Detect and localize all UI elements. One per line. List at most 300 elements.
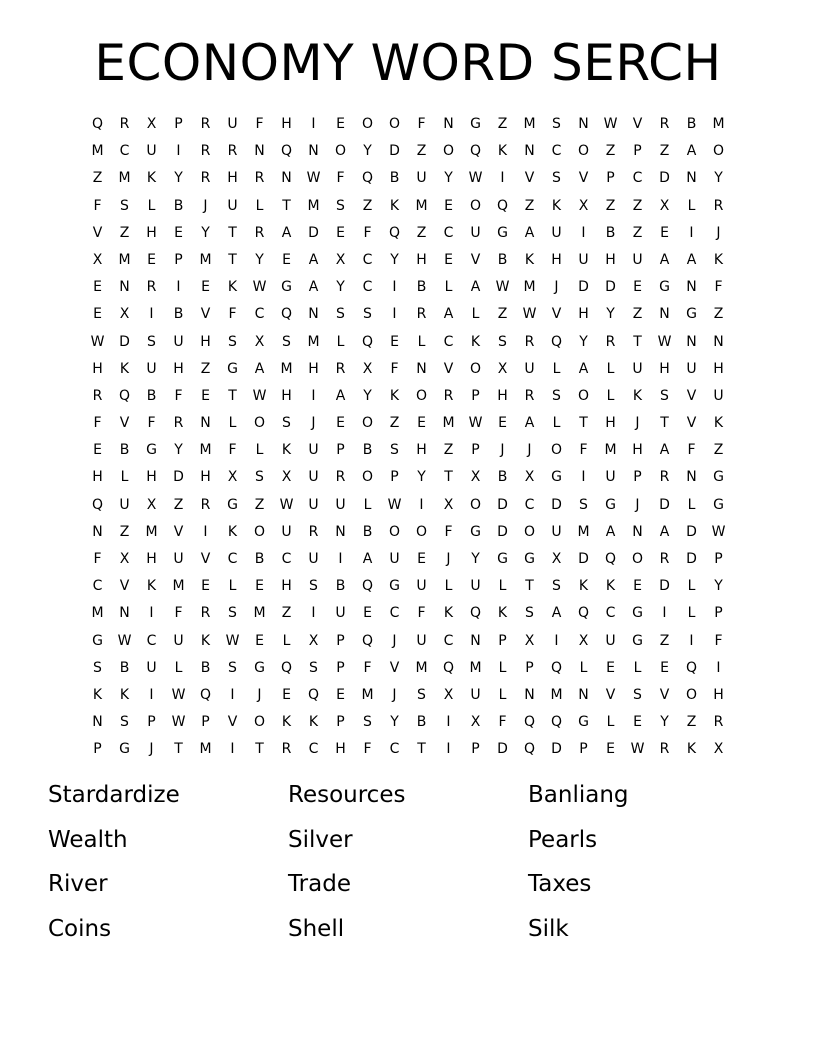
grid-letter[interactable]: W	[522, 306, 537, 323]
grid-letter[interactable]: M	[199, 741, 212, 758]
grid-letter[interactable]: H	[146, 551, 157, 567]
grid-letter[interactable]: G	[281, 279, 292, 296]
grid-letter[interactable]: N	[524, 143, 535, 160]
grid-letter[interactable]: Z	[362, 197, 373, 214]
grid-letter[interactable]: F	[93, 415, 102, 432]
grid-letter[interactable]: K	[713, 415, 724, 432]
grid-letter[interactable]: T	[228, 224, 237, 241]
grid-letter[interactable]: I	[230, 741, 235, 758]
grid-letter[interactable]: A	[551, 605, 562, 622]
grid-letter[interactable]: K	[146, 170, 157, 187]
grid-letter[interactable]: N	[632, 523, 643, 540]
grid-letter[interactable]: F	[174, 605, 183, 622]
grid-letter[interactable]: U	[308, 469, 319, 486]
grid-letter[interactable]: T	[579, 415, 588, 432]
grid-letter[interactable]: L	[498, 659, 507, 676]
grid-letter[interactable]: B	[389, 170, 400, 187]
grid-letter[interactable]: G	[497, 224, 508, 241]
grid-letter[interactable]: D	[308, 224, 319, 241]
grid-letter[interactable]: E	[444, 197, 453, 214]
grid-letter[interactable]: T	[525, 578, 534, 595]
grid-letter[interactable]: E	[390, 333, 399, 350]
grid-letter[interactable]: H	[713, 360, 724, 377]
grid-letter[interactable]: Z	[686, 714, 697, 731]
grid-letter[interactable]: K	[200, 632, 211, 649]
grid-letter[interactable]: P	[525, 659, 534, 676]
grid-letter[interactable]: E	[255, 632, 264, 649]
grid-letter[interactable]: U	[578, 251, 589, 268]
grid-letter[interactable]: I	[176, 143, 181, 160]
grid-letter[interactable]: F	[228, 442, 237, 459]
grid-letter[interactable]: Z	[632, 306, 643, 323]
grid-letter[interactable]: S	[120, 714, 129, 731]
grid-letter[interactable]: R	[713, 714, 724, 731]
grid-letter[interactable]: I	[581, 469, 586, 486]
grid-letter[interactable]: E	[201, 387, 210, 404]
grid-letter[interactable]: X	[497, 360, 508, 377]
grid-letter[interactable]: L	[444, 578, 453, 595]
grid-letter[interactable]: I	[446, 714, 451, 731]
grid-letter[interactable]: R	[416, 306, 427, 323]
grid-letter[interactable]: F	[444, 523, 453, 540]
grid-letter[interactable]: N	[200, 415, 211, 432]
grid-letter[interactable]: S	[525, 605, 534, 622]
grid-letter[interactable]: Y	[444, 170, 453, 187]
grid-letter[interactable]: S	[120, 197, 129, 214]
grid-letter[interactable]: D	[659, 578, 670, 595]
grid-letter[interactable]: M	[415, 659, 428, 676]
grid-letter[interactable]: C	[146, 632, 157, 649]
grid-letter[interactable]: Z	[632, 197, 643, 214]
grid-letter[interactable]: N	[254, 143, 265, 160]
grid-letter[interactable]: X	[92, 251, 103, 268]
grid-letter[interactable]: Q	[442, 659, 455, 676]
grid-letter[interactable]: K	[605, 578, 616, 595]
grid-letter[interactable]: U	[632, 251, 643, 268]
grid-letter[interactable]: C	[362, 279, 373, 296]
grid-letter[interactable]: P	[714, 551, 723, 567]
grid-letter[interactable]: I	[149, 686, 154, 703]
grid-letter[interactable]: U	[281, 523, 292, 540]
grid-letter[interactable]: E	[444, 251, 453, 268]
grid-letter[interactable]: U	[416, 578, 427, 595]
grid-letter[interactable]: S	[552, 387, 561, 404]
grid-letter[interactable]: C	[632, 170, 643, 187]
grid-letter[interactable]: H	[497, 387, 508, 404]
grid-letter[interactable]: C	[362, 251, 373, 268]
grid-letter[interactable]: R	[200, 496, 211, 513]
grid-letter[interactable]: B	[119, 442, 130, 459]
grid-letter[interactable]: Z	[713, 442, 724, 459]
grid-letter[interactable]: I	[392, 306, 397, 323]
grid-letter[interactable]: R	[659, 741, 670, 758]
grid-letter[interactable]: R	[524, 387, 535, 404]
grid-letter[interactable]: X	[119, 551, 130, 567]
grid-letter[interactable]: J	[446, 551, 451, 567]
grid-letter[interactable]: Q	[307, 686, 320, 703]
grid-letter[interactable]: D	[659, 170, 670, 187]
grid-letter[interactable]: P	[147, 714, 156, 731]
grid-letter[interactable]: E	[633, 714, 642, 731]
grid-letter[interactable]: N	[308, 143, 319, 160]
grid-letter[interactable]: J	[311, 415, 316, 432]
grid-letter[interactable]: A	[443, 306, 454, 323]
grid-letter[interactable]: R	[200, 170, 211, 187]
grid-letter[interactable]: K	[551, 197, 562, 214]
grid-letter[interactable]: B	[335, 578, 346, 595]
grid-letter[interactable]: Z	[92, 170, 103, 187]
grid-letter[interactable]: G	[713, 469, 724, 486]
grid-letter[interactable]: N	[281, 170, 292, 187]
grid-letter[interactable]: X	[470, 469, 481, 486]
grid-letter[interactable]: M	[253, 605, 266, 622]
grid-letter[interactable]: A	[659, 442, 670, 459]
grid-letter[interactable]: G	[551, 469, 562, 486]
grid-letter[interactable]: Y	[390, 251, 399, 268]
grid-letter[interactable]: H	[416, 251, 427, 268]
grid-letter[interactable]: H	[200, 469, 211, 486]
grid-letter[interactable]: P	[336, 714, 345, 731]
grid-letter[interactable]: I	[311, 116, 316, 132]
grid-letter[interactable]: W	[387, 496, 402, 513]
grid-letter[interactable]: Z	[389, 415, 400, 432]
grid-letter[interactable]: N	[443, 116, 454, 132]
grid-letter[interactable]: V	[119, 578, 130, 595]
grid-letter[interactable]: R	[335, 360, 346, 377]
grid-letter[interactable]: N	[686, 279, 697, 296]
grid-letter[interactable]: C	[605, 605, 616, 622]
grid-letter[interactable]: V	[200, 306, 211, 323]
grid-letter[interactable]: N	[659, 306, 670, 323]
grid-letter[interactable]: K	[92, 686, 103, 703]
grid-letter[interactable]: R	[146, 279, 157, 296]
grid-letter[interactable]: B	[173, 197, 184, 214]
grid-letter[interactable]: E	[93, 306, 102, 323]
grid-letter[interactable]: A	[686, 251, 697, 268]
grid-letter[interactable]: A	[524, 224, 535, 241]
grid-letter[interactable]: O	[469, 360, 482, 377]
grid-letter[interactable]: F	[228, 306, 237, 323]
grid-letter[interactable]: R	[335, 469, 346, 486]
grid-letter[interactable]: U	[524, 360, 535, 377]
grid-letter[interactable]: N	[578, 686, 589, 703]
grid-letter[interactable]: B	[119, 659, 130, 676]
grid-letter[interactable]: S	[579, 496, 588, 513]
grid-letter[interactable]: M	[172, 578, 185, 595]
grid-letter[interactable]: Q	[280, 306, 293, 323]
grid-letter[interactable]: X	[524, 632, 535, 649]
grid-letter[interactable]: V	[686, 415, 697, 432]
grid-letter[interactable]: D	[686, 551, 697, 567]
grid-letter[interactable]: F	[498, 714, 507, 731]
grid-letter[interactable]: H	[632, 442, 643, 459]
grid-letter[interactable]: E	[93, 442, 102, 459]
grid-letter[interactable]: O	[415, 523, 428, 540]
grid-letter[interactable]: C	[524, 496, 535, 513]
grid-letter[interactable]: O	[685, 686, 698, 703]
grid-letter[interactable]: Z	[416, 224, 427, 241]
grid-letter[interactable]: L	[471, 306, 480, 323]
grid-letter[interactable]: R	[227, 143, 238, 160]
grid-letter[interactable]: L	[255, 442, 264, 459]
grid-letter[interactable]: X	[146, 496, 157, 513]
grid-letter[interactable]: P	[579, 741, 588, 758]
grid-letter[interactable]: P	[336, 632, 345, 649]
grid-letter[interactable]: B	[605, 224, 616, 241]
grid-letter[interactable]: Q	[496, 197, 509, 214]
grid-letter[interactable]: O	[442, 143, 455, 160]
grid-letter[interactable]: Q	[361, 333, 374, 350]
grid-letter[interactable]: F	[363, 224, 372, 241]
grid-letter[interactable]: Y	[660, 714, 669, 731]
grid-letter[interactable]: Y	[417, 469, 426, 486]
grid-letter[interactable]: B	[686, 116, 697, 132]
grid-letter[interactable]: E	[633, 578, 642, 595]
grid-letter[interactable]: V	[443, 360, 454, 377]
grid-letter[interactable]: U	[470, 578, 481, 595]
grid-letter[interactable]: M	[442, 415, 455, 432]
grid-letter[interactable]: V	[200, 551, 211, 567]
grid-letter[interactable]: E	[147, 251, 156, 268]
grid-letter[interactable]: K	[470, 333, 481, 350]
grid-letter[interactable]: Y	[363, 143, 372, 160]
grid-letter[interactable]: Q	[604, 551, 617, 567]
grid-letter[interactable]: G	[632, 605, 643, 622]
grid-letter[interactable]: O	[631, 551, 644, 567]
grid-letter[interactable]: G	[119, 741, 130, 758]
grid-letter[interactable]: E	[255, 578, 264, 595]
grid-letter[interactable]: Q	[199, 686, 212, 703]
grid-letter[interactable]: Z	[605, 197, 616, 214]
grid-letter[interactable]: B	[200, 659, 211, 676]
grid-letter[interactable]: A	[362, 551, 373, 567]
grid-letter[interactable]: M	[604, 442, 617, 459]
grid-letter[interactable]: Z	[119, 224, 130, 241]
grid-letter[interactable]: M	[307, 197, 320, 214]
grid-letter[interactable]: U	[146, 360, 157, 377]
grid-letter[interactable]: D	[119, 333, 130, 350]
grid-letter[interactable]: V	[686, 387, 697, 404]
grid-letter[interactable]: O	[361, 116, 374, 132]
grid-letter[interactable]: H	[335, 741, 346, 758]
grid-letter[interactable]: Y	[201, 224, 210, 241]
grid-letter[interactable]: U	[389, 551, 400, 567]
grid-letter[interactable]: G	[605, 496, 616, 513]
grid-letter[interactable]: G	[254, 659, 265, 676]
grid-letter[interactable]: K	[308, 714, 319, 731]
grid-letter[interactable]: R	[659, 551, 670, 567]
grid-letter[interactable]: E	[336, 686, 345, 703]
grid-letter[interactable]: C	[119, 143, 130, 160]
grid-letter[interactable]: V	[605, 686, 616, 703]
grid-letter[interactable]: M	[523, 279, 536, 296]
grid-letter[interactable]: O	[334, 143, 347, 160]
grid-letter[interactable]: U	[335, 605, 346, 622]
grid-letter[interactable]: B	[254, 551, 265, 567]
grid-letter[interactable]: M	[550, 686, 563, 703]
grid-letter[interactable]: G	[146, 442, 157, 459]
grid-letter[interactable]: Y	[606, 306, 615, 323]
grid-letter[interactable]: E	[417, 551, 426, 567]
grid-letter[interactable]: D	[686, 523, 697, 540]
grid-letter[interactable]: S	[228, 333, 237, 350]
grid-letter[interactable]: N	[686, 333, 697, 350]
grid-letter[interactable]: V	[578, 170, 589, 187]
grid-letter[interactable]: Y	[714, 578, 723, 595]
grid-letter[interactable]: E	[201, 279, 210, 296]
grid-letter[interactable]: B	[497, 469, 508, 486]
grid-letter[interactable]: Z	[416, 143, 427, 160]
grid-letter[interactable]: I	[446, 741, 451, 758]
grid-letter[interactable]: L	[363, 496, 372, 513]
grid-letter[interactable]: R	[173, 415, 184, 432]
grid-letter[interactable]: L	[498, 578, 507, 595]
grid-letter[interactable]: M	[91, 143, 104, 160]
grid-letter[interactable]: V	[524, 170, 535, 187]
grid-letter[interactable]: L	[687, 496, 696, 513]
grid-letter[interactable]: C	[227, 551, 238, 567]
grid-letter[interactable]: Q	[280, 143, 293, 160]
grid-letter[interactable]: A	[524, 415, 535, 432]
grid-letter[interactable]: P	[606, 170, 615, 187]
grid-letter[interactable]: V	[470, 251, 481, 268]
grid-letter[interactable]: X	[308, 632, 319, 649]
grid-letter[interactable]: P	[471, 387, 480, 404]
grid-letter[interactable]: R	[254, 224, 265, 241]
grid-letter[interactable]: O	[577, 143, 590, 160]
grid-letter[interactable]: L	[417, 333, 426, 350]
grid-letter[interactable]: H	[173, 360, 184, 377]
grid-letter[interactable]: I	[230, 686, 235, 703]
grid-letter[interactable]: T	[633, 333, 642, 350]
grid-letter[interactable]: R	[713, 197, 724, 214]
grid-letter[interactable]: M	[307, 333, 320, 350]
grid-letter[interactable]: H	[146, 469, 157, 486]
grid-letter[interactable]: H	[281, 116, 292, 132]
grid-letter[interactable]: W	[252, 387, 267, 404]
grid-letter[interactable]: V	[659, 686, 670, 703]
grid-letter[interactable]: Q	[118, 387, 131, 404]
grid-letter[interactable]: F	[579, 442, 588, 459]
grid-letter[interactable]: Q	[91, 116, 104, 132]
grid-letter[interactable]: K	[227, 523, 238, 540]
grid-letter[interactable]: I	[149, 605, 154, 622]
grid-letter[interactable]: Z	[497, 306, 508, 323]
grid-letter[interactable]: X	[227, 469, 238, 486]
grid-letter[interactable]: M	[415, 197, 428, 214]
grid-letter[interactable]: T	[417, 741, 426, 758]
grid-letter[interactable]: K	[632, 387, 643, 404]
grid-letter[interactable]: R	[308, 523, 319, 540]
grid-letter[interactable]: S	[363, 714, 372, 731]
grid-letter[interactable]: E	[606, 659, 615, 676]
grid-letter[interactable]: E	[363, 605, 372, 622]
grid-letter[interactable]: L	[174, 659, 183, 676]
grid-letter[interactable]: V	[119, 415, 130, 432]
grid-letter[interactable]: H	[578, 306, 589, 323]
grid-letter[interactable]: Y	[714, 170, 723, 187]
grid-letter[interactable]: G	[389, 578, 400, 595]
grid-letter[interactable]: F	[255, 116, 264, 132]
grid-letter[interactable]: J	[149, 741, 154, 758]
grid-letter[interactable]: S	[255, 469, 264, 486]
grid-letter[interactable]: U	[146, 143, 157, 160]
grid-letter[interactable]: G	[227, 360, 238, 377]
grid-letter[interactable]: Z	[497, 116, 508, 132]
grid-letter[interactable]: P	[633, 143, 642, 160]
grid-letter[interactable]: I	[311, 605, 316, 622]
grid-letter[interactable]: B	[416, 714, 427, 731]
grid-letter[interactable]: F	[363, 659, 372, 676]
grid-letter[interactable]: I	[689, 224, 694, 241]
grid-letter[interactable]: D	[497, 496, 508, 513]
grid-letter[interactable]: Q	[388, 224, 401, 241]
grid-letter[interactable]: C	[389, 605, 400, 622]
grid-letter[interactable]: K	[281, 714, 292, 731]
grid-letter[interactable]: W	[630, 741, 645, 758]
grid-letter[interactable]: O	[253, 523, 266, 540]
grid-letter[interactable]: S	[417, 686, 426, 703]
grid-letter[interactable]: J	[500, 442, 505, 459]
grid-letter[interactable]: N	[578, 116, 589, 132]
grid-letter[interactable]: N	[416, 360, 427, 377]
grid-letter[interactable]: E	[336, 224, 345, 241]
grid-letter[interactable]: S	[309, 659, 318, 676]
grid-letter[interactable]: F	[714, 279, 723, 296]
grid-letter[interactable]: I	[338, 551, 343, 567]
grid-letter[interactable]: S	[390, 442, 399, 459]
grid-letter[interactable]: A	[659, 523, 670, 540]
grid-letter[interactable]: A	[335, 387, 346, 404]
grid-letter[interactable]: Y	[579, 333, 588, 350]
grid-letter[interactable]: C	[443, 224, 454, 241]
grid-letter[interactable]: E	[282, 251, 291, 268]
grid-letter[interactable]: S	[336, 197, 345, 214]
grid-letter[interactable]: U	[470, 224, 481, 241]
grid-letter[interactable]: A	[686, 143, 697, 160]
grid-letter[interactable]: P	[633, 469, 642, 486]
grid-letter[interactable]: C	[443, 632, 454, 649]
grid-letter[interactable]: L	[606, 360, 615, 377]
grid-letter[interactable]: E	[93, 279, 102, 296]
grid-letter[interactable]: O	[361, 415, 374, 432]
grid-letter[interactable]: I	[311, 387, 316, 404]
grid-letter[interactable]: E	[606, 741, 615, 758]
grid-letter[interactable]: U	[416, 632, 427, 649]
grid-letter[interactable]: H	[659, 360, 670, 377]
grid-letter[interactable]: G	[497, 551, 508, 567]
grid-letter[interactable]: K	[443, 605, 454, 622]
grid-letter[interactable]: O	[577, 387, 590, 404]
grid-letter[interactable]: M	[469, 659, 482, 676]
grid-letter[interactable]: U	[551, 224, 562, 241]
grid-letter[interactable]: J	[716, 224, 721, 241]
grid-letter[interactable]: L	[579, 659, 588, 676]
grid-letter[interactable]: Y	[471, 551, 480, 567]
grid-letter[interactable]: H	[416, 442, 427, 459]
grid-letter[interactable]: S	[282, 415, 291, 432]
grid-letter[interactable]: H	[227, 170, 238, 187]
grid-letter[interactable]: P	[714, 605, 723, 622]
grid-letter[interactable]: F	[363, 741, 372, 758]
grid-letter[interactable]: A	[578, 360, 589, 377]
grid-letter[interactable]: P	[201, 714, 210, 731]
grid-letter[interactable]: D	[497, 741, 508, 758]
grid-letter[interactable]: F	[147, 415, 156, 432]
grid-letter[interactable]: B	[362, 442, 373, 459]
grid-letter[interactable]: L	[147, 197, 156, 214]
grid-letter[interactable]: M	[91, 605, 104, 622]
